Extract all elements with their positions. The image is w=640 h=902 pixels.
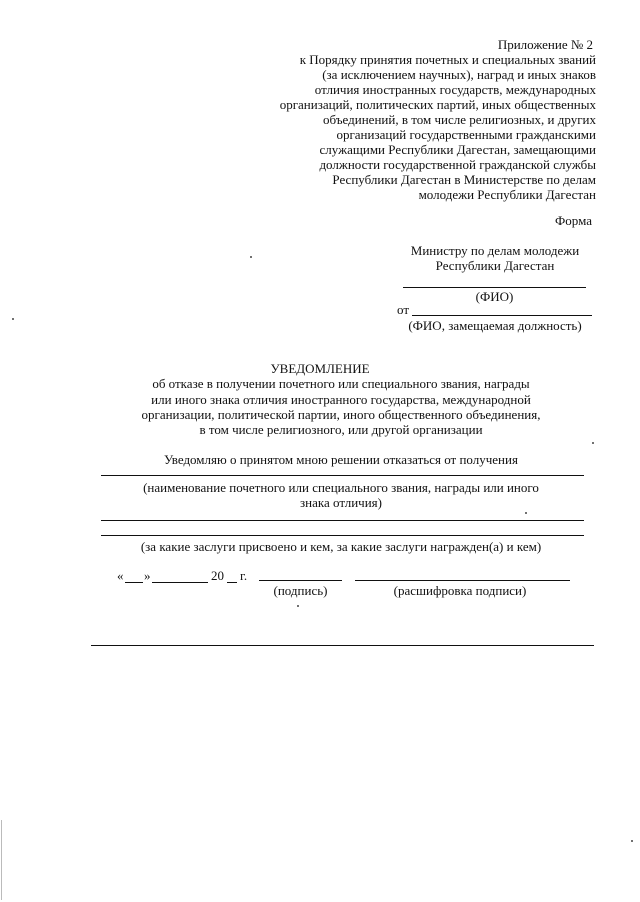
scan-speck — [592, 442, 594, 444]
notice-subtitle-line: или иного знака отличия иностранного государства, международной — [151, 392, 531, 407]
award-name-underline-2 — [101, 520, 584, 521]
appendix-line: должности государственной гражданской службы — [319, 157, 596, 172]
date-year-suffix: г. — [240, 568, 248, 583]
scan-edge-shadow — [1, 820, 2, 900]
merits-underline — [101, 535, 584, 536]
award-caption-line: (наименование почетного или специального звания, награды или иного — [143, 480, 539, 495]
from-label: от — [397, 302, 410, 317]
signature-underline — [259, 580, 342, 581]
notice-title: УВЕДОМЛЕНИЕ — [270, 361, 370, 376]
appendix-line: Республики Дагестан в Министерстве по делам — [332, 172, 596, 187]
scan-speck — [12, 318, 14, 320]
date-day-blank — [125, 582, 143, 583]
fio-caption: (ФИО) — [475, 289, 514, 304]
award-name-underline — [101, 475, 584, 476]
addressee-line: Министру по делам молодежи — [410, 243, 580, 258]
from-caption: (ФИО, замещаемая должность) — [408, 318, 582, 333]
appendix-line: отличия иностранных государств, международных — [314, 82, 596, 97]
scan-speck — [297, 605, 299, 607]
fio-underline — [403, 287, 586, 288]
from-underline — [412, 315, 592, 316]
scan-speck — [631, 840, 633, 842]
form-label: Форма — [555, 213, 592, 228]
notice-subtitle-line: в том числе религиозного, или другой организации — [199, 422, 483, 437]
addressee-line: Республики Дагестан — [435, 258, 555, 273]
appendix-line: молодежи Республики Дагестан — [418, 187, 596, 202]
appendix-line: (за исключением научных), наград и иных знаков — [322, 67, 596, 82]
award-caption-line: знака отличия) — [300, 495, 382, 510]
date-month-blank — [152, 582, 208, 583]
merits-caption: (за какие заслуги присвоено и кем, за какие заслуги награжден(а) и кем) — [140, 539, 542, 554]
appendix-line: к Порядку принятия почетных и специальных званий — [299, 52, 596, 67]
decoding-underline — [355, 580, 570, 581]
notice-subtitle-line: об отказе в получении почетного или специального звания, награды — [152, 376, 530, 391]
scan-speck — [525, 512, 527, 514]
appendix-line: организаций, политических партий, иных общественных — [279, 97, 596, 112]
appendix-line: служащими Республики Дагестан, замещающими — [319, 142, 596, 157]
appendix-title: Приложение № 2 — [497, 37, 593, 52]
scan-speck — [250, 256, 252, 258]
date-year-prefix: 20 — [211, 568, 224, 583]
decoding-caption: (расшифровка подписи) — [393, 583, 527, 598]
appendix-line: организаций государственными гражданскими — [336, 127, 596, 142]
date-close-quote: » — [144, 568, 151, 583]
notice-body-text: Уведомляю о принятом мною решении отказаться от получения — [164, 452, 518, 467]
notice-subtitle-line: организации, политической партии, иного общественного объединения, — [141, 407, 541, 422]
date-open-quote: « — [117, 568, 124, 583]
bottom-rule — [91, 645, 594, 646]
signature-caption: (подпись) — [273, 583, 328, 598]
appendix-line: объединений, в том числе религиозных, и других — [323, 112, 596, 127]
date-year-blank — [227, 582, 237, 583]
